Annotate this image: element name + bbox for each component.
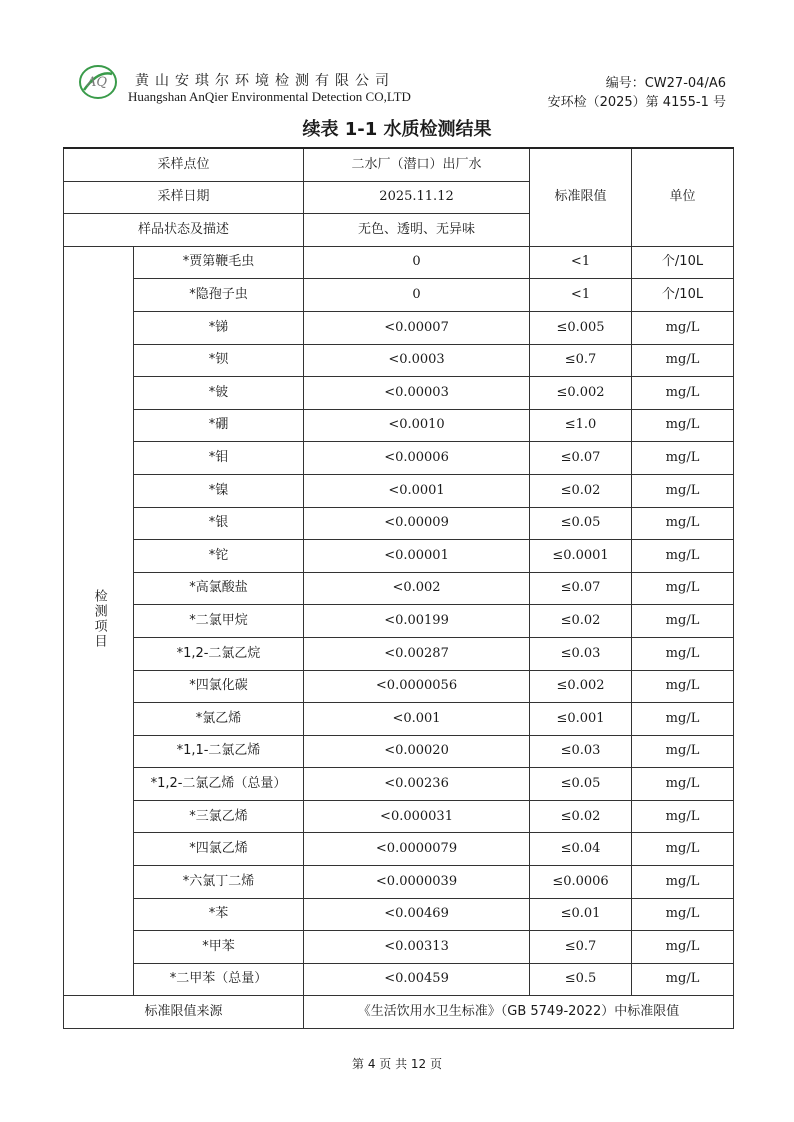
item-unit: 个/10L	[632, 246, 734, 279]
table-row	[64, 605, 734, 638]
table-row	[64, 409, 734, 442]
item-unit: mg/L	[632, 474, 734, 507]
table-row	[64, 768, 734, 801]
page-title: 续表 1-1 水质检测结果	[302, 119, 492, 140]
item-unit: mg/L	[632, 311, 734, 344]
item-unit: mg/L	[632, 963, 734, 996]
item-unit: mg/L	[632, 866, 734, 899]
sample-state-label: 样品状态及描述	[64, 214, 304, 247]
table-row	[64, 800, 734, 833]
item-result: <0.0010	[304, 409, 530, 442]
item-name: *1,2-二氯乙烷	[134, 637, 304, 670]
group-label-cell	[64, 246, 134, 996]
company-name-cn: 黄山安琪尔环境检测有限公司	[135, 73, 395, 89]
item-unit: mg/L	[632, 768, 734, 801]
item-result: <0.0003	[304, 344, 530, 377]
table-row	[64, 474, 734, 507]
item-result: <0.00236	[304, 768, 530, 801]
item-result: 0	[304, 246, 530, 279]
item-limit: ≤0.04	[530, 833, 632, 866]
item-result: 0	[304, 279, 530, 312]
company-logo-icon	[78, 62, 118, 102]
item-limit: ≤0.0001	[530, 540, 632, 573]
item-limit: ≤0.5	[530, 963, 632, 996]
item-name: *锑	[134, 311, 304, 344]
item-name: *高氯酸盐	[134, 572, 304, 605]
item-name: *氯乙烯	[134, 703, 304, 736]
item-unit: mg/L	[632, 507, 734, 540]
table-row	[64, 572, 734, 605]
item-name: *1,1-二氯乙烯	[134, 735, 304, 768]
item-unit: mg/L	[632, 377, 734, 410]
standard-source-row	[64, 996, 734, 1029]
item-name: *二甲苯（总量）	[134, 963, 304, 996]
item-name: *钡	[134, 344, 304, 377]
item-unit: mg/L	[632, 931, 734, 964]
limit-header: 标准限值	[530, 148, 632, 246]
item-result: <0.00469	[304, 898, 530, 931]
item-limit: ≤0.03	[530, 637, 632, 670]
item-unit: mg/L	[632, 605, 734, 638]
sampling-date-label: 采样日期	[64, 181, 304, 214]
standard-source-value: 《生活饮用水卫生标准》（GB 5749-2022）中标准限值	[304, 996, 734, 1029]
item-unit: 个/10L	[632, 279, 734, 312]
table-row	[64, 279, 734, 312]
item-limit: ≤0.03	[530, 735, 632, 768]
item-name: *镍	[134, 474, 304, 507]
sampling-point-value: 二水厂（潜口）出厂水	[304, 148, 530, 181]
item-unit: mg/L	[632, 572, 734, 605]
item-result: <0.00001	[304, 540, 530, 573]
item-limit: ≤0.7	[530, 344, 632, 377]
item-name: *银	[134, 507, 304, 540]
table-row	[64, 703, 734, 736]
sampling-point-label: 采样点位	[64, 148, 304, 181]
item-unit: mg/L	[632, 735, 734, 768]
item-unit: mg/L	[632, 442, 734, 475]
item-limit: ≤0.005	[530, 311, 632, 344]
item-result: <0.00313	[304, 931, 530, 964]
table-row	[64, 963, 734, 996]
item-limit: <1	[530, 246, 632, 279]
item-limit: ≤0.05	[530, 768, 632, 801]
item-limit: ≤1.0	[530, 409, 632, 442]
item-result: <0.00020	[304, 735, 530, 768]
company-name-en: Huangshan AnQier Environmental Detection CO,LTD	[128, 89, 411, 104]
item-result: <0.0000056	[304, 670, 530, 703]
table-row	[64, 507, 734, 540]
item-name: *1,2-二氯乙烯（总量）	[134, 768, 304, 801]
item-unit: mg/L	[632, 637, 734, 670]
sampling-point-row	[64, 148, 734, 181]
item-name: *四氯化碳	[134, 670, 304, 703]
document-code: 编号：CW27-04/A6	[605, 76, 726, 91]
item-unit: mg/L	[632, 833, 734, 866]
item-name: *六氯丁二烯	[134, 866, 304, 899]
item-limit: ≤0.07	[530, 572, 632, 605]
item-name: *苯	[134, 898, 304, 931]
item-limit: ≤0.002	[530, 670, 632, 703]
table-row	[64, 540, 734, 573]
item-result: <0.00006	[304, 442, 530, 475]
item-result: <0.002	[304, 572, 530, 605]
item-result: <0.00007	[304, 311, 530, 344]
item-unit: mg/L	[632, 344, 734, 377]
item-name: *四氯乙烯	[134, 833, 304, 866]
item-limit: ≤0.002	[530, 377, 632, 410]
table-row	[64, 866, 734, 899]
item-limit: ≤0.02	[530, 800, 632, 833]
item-limit: ≤0.7	[530, 931, 632, 964]
page-number: 第 4 页 共 12 页	[352, 1057, 442, 1071]
item-result: <0.00009	[304, 507, 530, 540]
svg-text:AQ: AQ	[87, 75, 108, 90]
table-row	[64, 931, 734, 964]
item-name: *贾第鞭毛虫	[134, 246, 304, 279]
item-limit: ≤0.01	[530, 898, 632, 931]
item-unit: mg/L	[632, 670, 734, 703]
table-row	[64, 311, 734, 344]
table-row	[64, 833, 734, 866]
standard-source-label: 标准限值来源	[64, 996, 304, 1029]
item-result: <0.000031	[304, 800, 530, 833]
item-result: <0.0000039	[304, 866, 530, 899]
item-limit: ≤0.02	[530, 474, 632, 507]
table-row	[64, 442, 734, 475]
item-name: *三氯乙烯	[134, 800, 304, 833]
item-result: <0.00199	[304, 605, 530, 638]
item-limit: ≤0.001	[530, 703, 632, 736]
group-label: 检测项目	[91, 588, 107, 649]
unit-header: 单位	[632, 148, 734, 246]
table-row	[64, 670, 734, 703]
sampling-date-value: 2025.11.12	[304, 181, 530, 214]
item-name: *隐孢子虫	[134, 279, 304, 312]
item-limit: ≤0.02	[530, 605, 632, 638]
item-result: <0.001	[304, 703, 530, 736]
table-row	[64, 246, 734, 279]
table-row	[64, 637, 734, 670]
item-result: <0.0000079	[304, 833, 530, 866]
item-unit: mg/L	[632, 703, 734, 736]
table-row	[64, 344, 734, 377]
item-unit: mg/L	[632, 800, 734, 833]
item-unit: mg/L	[632, 898, 734, 931]
table-row	[64, 735, 734, 768]
report-header	[0, 0, 794, 115]
item-limit: <1	[530, 279, 632, 312]
report-number: 安环检（2025）第 4155-1 号	[547, 95, 726, 110]
item-result: <0.00459	[304, 963, 530, 996]
item-name: *钼	[134, 442, 304, 475]
item-limit: ≤0.05	[530, 507, 632, 540]
table-row	[64, 898, 734, 931]
table-row	[64, 377, 734, 410]
item-limit: ≤0.07	[530, 442, 632, 475]
item-name: *硼	[134, 409, 304, 442]
sample-state-value: 无色、透明、无异味	[304, 214, 530, 247]
item-limit: ≤0.0006	[530, 866, 632, 899]
item-name: *甲苯	[134, 931, 304, 964]
item-name: *铍	[134, 377, 304, 410]
item-name: *二氯甲烷	[134, 605, 304, 638]
item-unit: mg/L	[632, 409, 734, 442]
item-result: <0.00287	[304, 637, 530, 670]
results-table	[63, 147, 734, 1029]
item-result: <0.0001	[304, 474, 530, 507]
item-result: <0.00003	[304, 377, 530, 410]
item-name: *铊	[134, 540, 304, 573]
item-unit: mg/L	[632, 540, 734, 573]
